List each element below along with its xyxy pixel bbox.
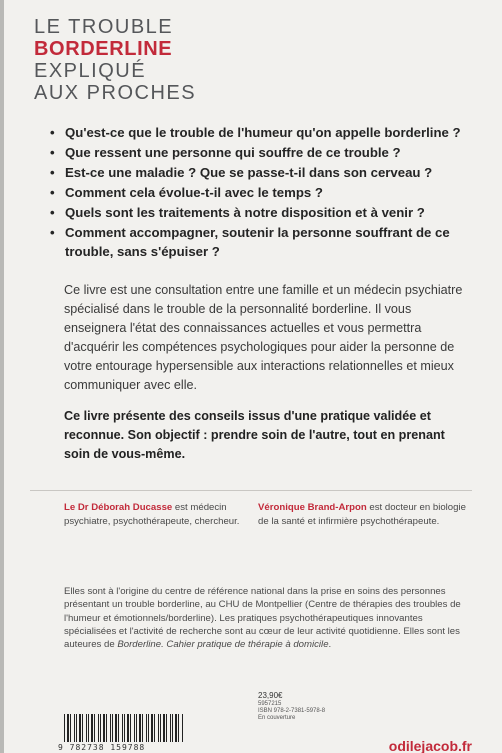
author-brand-arpon: [258, 501, 468, 528]
question-text: Qu'est-ce que le trouble de l'humeur qu'on appelle borderline ?: [65, 125, 461, 140]
question-text: Que ressent une personne qui souffre de ce trouble ?: [65, 145, 401, 160]
book-title: [34, 16, 196, 104]
title-line-2: BORDERLINE: [34, 38, 173, 60]
section-divider: [30, 490, 472, 491]
question-item: [50, 184, 470, 203]
bio-book-title: Borderline. Cahier pratique de thérapie à domicile: [117, 639, 329, 651]
question-item: [50, 164, 470, 183]
publisher-website[interactable]: odilejacob.fr: [388, 738, 472, 753]
question-item: [50, 124, 470, 143]
title-line-4: AUX PROCHES: [34, 82, 197, 104]
bio-end: .: [328, 639, 332, 651]
title-line-3: EXPLIQUÉ: [34, 60, 147, 82]
bullet: •: [50, 185, 55, 200]
conclusion-paragraph: Ce livre présente des conseils issus d'une pratique validée et reconnue. Son objectif : prendre soin de l'autre, tout en prenant soin de vous-même.: [64, 409, 445, 461]
author-name: Véronique Brand-Arpon: [258, 502, 367, 513]
author-description: est docteur en biologie de la santé et infirmière psychothérapeute.: [258, 502, 466, 527]
isbn: ISBN 978-2-7381-5978-8: [258, 708, 326, 714]
cover-note: En couverture: [258, 715, 296, 721]
product-code: 5957215: [258, 701, 282, 707]
bio-text: Elles sont à l'origine du centre de référence national dans la prise en soins des personnes présentant un trouble borderline, au CHU de Montpellier (Centre de thérapies des troubles de l'humeur et émotionnels/borderline). Les pratiques psychothérapeutiques innovantes spécialisées et l'activité de recherche sont au cœur de leur activité quotidienne. Elles sont les auteures de: [64, 586, 461, 651]
question-text: Comment cela évolue-t-il avec le temps ?: [65, 185, 323, 200]
authors-bio: [64, 585, 464, 651]
question-item: [50, 224, 470, 261]
question-text: Quels sont les traitements à notre disposition et à venir ?: [65, 205, 425, 220]
intro-paragraph: Ce livre est une consultation entre une famille et un médecin psychiatre spécialisé dans le trouble de la personnalité borderline. Il vous enseignera l'état des connaissances actuelles et vous permettra d'acquérir les compétences psychologiques pour aider la personne de votre entourage hypersensible aux interactions relationnelles et mieux communiquer avec elle.: [64, 283, 463, 392]
price-block: [258, 691, 325, 722]
question-text: Est-ce une maladie ? Que se passe-t-il dans son cerveau ?: [65, 165, 433, 180]
author-ducasse: [64, 501, 264, 528]
author-description: est médecin psychiatre, psychothérapeute, chercheur.: [64, 502, 240, 527]
bullet: •: [50, 205, 55, 220]
question-list: [50, 124, 470, 263]
question-text: Comment accompagner, soutenir la personne souffrant de ce trouble, sans s'épuiser ?: [65, 225, 450, 259]
barcode-digits: 9 782738 159788: [58, 742, 198, 753]
bullet: •: [50, 165, 55, 180]
price: 23,90€: [258, 691, 283, 700]
bullet: •: [50, 225, 55, 240]
bullet: •: [50, 125, 55, 140]
question-item: [50, 144, 470, 163]
question-item: [50, 204, 470, 223]
title-line-1: LE TROUBLE: [34, 16, 174, 38]
author-name: Le Dr Déborah Ducasse: [64, 502, 173, 513]
bullet: •: [50, 145, 55, 160]
